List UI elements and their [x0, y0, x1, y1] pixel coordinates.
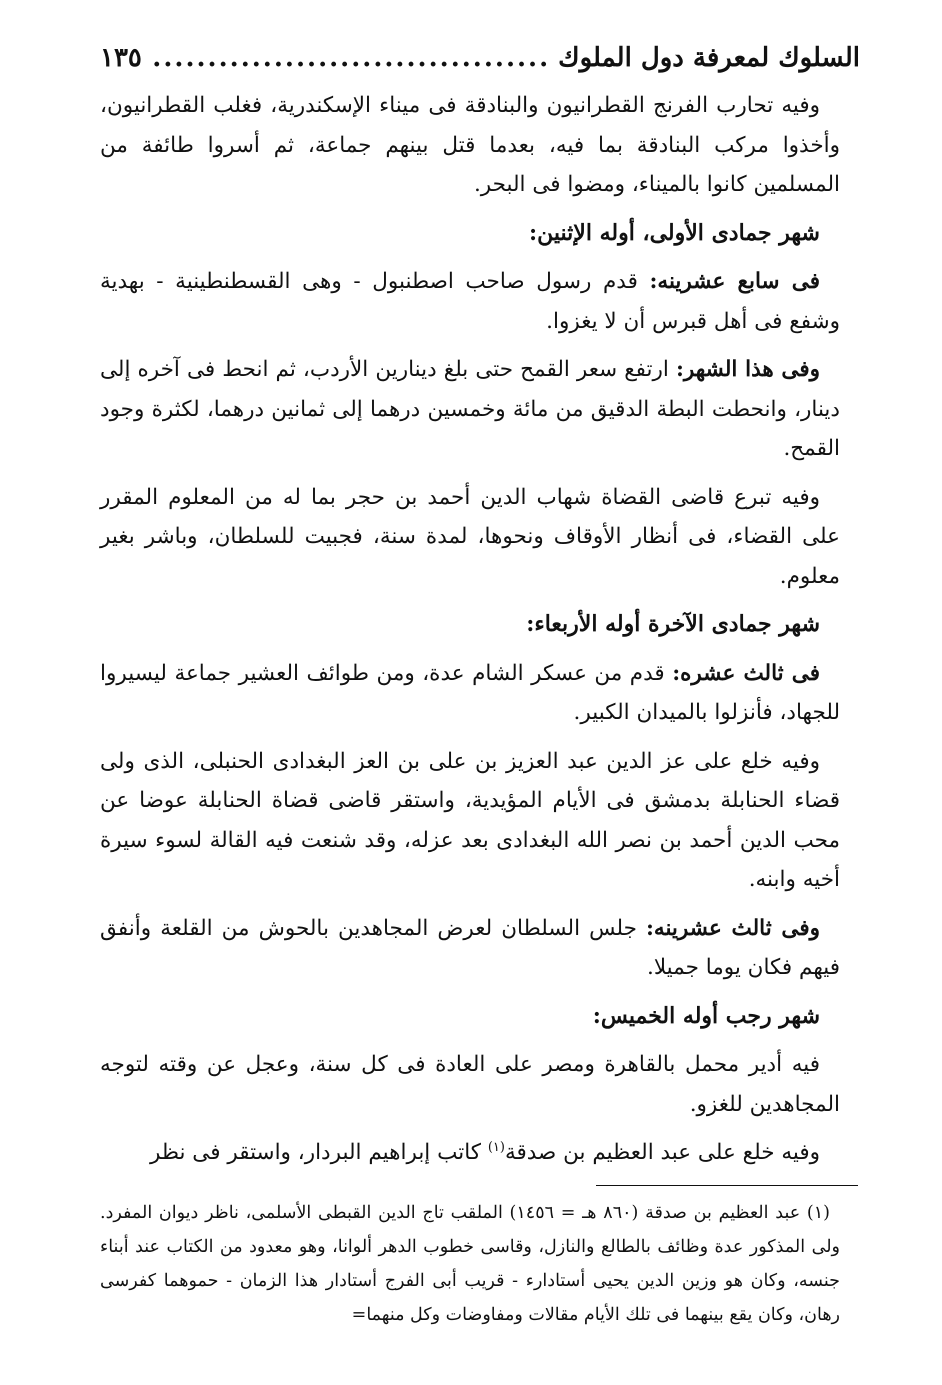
paragraph [100, 1133, 840, 1173]
paragraph-text: ارتفع سعر القمح حتى بلغ دينارين الأردب، ثم انحط فى آخره إلى دينار، وانحطت البطة الدقيق من مائة وخمسين درهما إلى ثمانين درهما، لكثرة وجود القمح. [100, 357, 840, 461]
footnote: (١) عبد العظيم بن صدقة (٨٦٠ هـ = ١٤٥٦) الملقب تاج الدين القبطى الأسلمى، ناظر ديوان المفرد. ولى المذكور عدة وظائف بالطالع والنازل، وقاسى خطوب الدهر ألوانا، وهو معدود من الكتاب عند أبناء جنسه، وكان هو وزين الدين يحيى أستادارء - قريب أبى الفرج أستادار هذا الزمان - حموهما كفرسى رهان، وكان يقع بينهما فى تلك الأيام مقالات ومفاوضات وكل منهما= [100, 1203, 840, 1325]
paragraph-text: وفيه تحارب الفرنج القطرانيون والبنادقة فى ميناء الإسكندرية، فغلب القطرانيون، وأخذوا مركب البنادقة بما فيه، بعدما قتل بينهم جماعة، ثم أسروا طائفة من المسلمين كانوا بالميناء، ومضوا فى البحر. [100, 93, 840, 197]
running-title: السلوك لمعرفة دول الملوك [558, 43, 860, 73]
paragraph [100, 909, 840, 988]
month-heading: شهر جمادى الآخرة أوله الأربعاء: [526, 611, 820, 637]
paragraph-text: وفيه خلع على عز الدين عبد العزيز بن على بن العز البغدادى الحنبلى، الذى ولى قضاء الحنابلة بدمشق فى الأيام المؤيدية، واستقر قاضى قضاة الحنابلة عوضا عن محب الدين أحمد بن نصر الله البغدادى بعد عزله، وقد شنعت فيه القالة لسوء سيرة أخيه وابنه. [100, 748, 840, 892]
paragraph-lead: فى سابع عشرينه: [649, 269, 821, 294]
paragraph-lead: وفى هذا الشهر: [675, 357, 820, 382]
paragraph [100, 86, 840, 205]
running-header [100, 38, 860, 78]
main-text [100, 86, 840, 1182]
footnotes [100, 1196, 840, 1332]
paragraph [100, 262, 840, 341]
month-heading: شهر رجب أوله الخميس: [592, 1002, 820, 1029]
paragraph-text: فيه أدير محمل بالقاهرة ومصر على العادة فى كل سنة، وعجل عن وقته لتوجه المجاهدين للغزو. [100, 1052, 840, 1117]
paragraph [100, 742, 840, 900]
paragraph [100, 478, 840, 597]
paragraph [100, 350, 840, 469]
page-number: ١٣٥ [100, 43, 142, 73]
paragraph [100, 654, 840, 733]
leader-dots [150, 43, 550, 73]
paragraph-text: جلس السلطان لعرض المجاهدين بالحوش من القلعة وأنفق فيهم فكان يوما جميلا. [100, 915, 840, 980]
paragraph-lead: وفى ثالث عشرينه: [645, 915, 820, 941]
footnote-marker: (١) [487, 1139, 505, 1155]
month-heading: شهر جمادى الأولى، أوله الإثنين: [529, 219, 820, 246]
paragraph-text-tail: كاتب إبراهيم البردار، واستقر فى نظر [149, 1140, 488, 1165]
paragraph-text: وفيه تبرع قاضى القضاة شهاب الدين أحمد بن حجر بما له من المعلوم المقرر على القضاء، فى أنظار الأوقاف ونحوها، لمدة سنة، فجبيت للسلطان، وباشر بغير معلوم. [100, 484, 840, 589]
paragraph-text: قدم رسول صاحب اصطنبول - وهى القسطنطينية - بهدية وشفع فى أهل قبرس أن لا يغزوا. [100, 269, 840, 334]
paragraph-text: وفيه خلع على عبد العظيم بن صدقة [504, 1140, 820, 1165]
footnote-divider [596, 1185, 858, 1186]
paragraph-text: قدم من عسكر الشام عدة، ومن طوائف العشير جماعة ليسيروا للجهاد، فأنزلوا بالميدان الكبير. [100, 660, 840, 725]
paragraph [100, 1045, 840, 1124]
paragraph-lead: فى ثالث عشره: [672, 660, 820, 686]
